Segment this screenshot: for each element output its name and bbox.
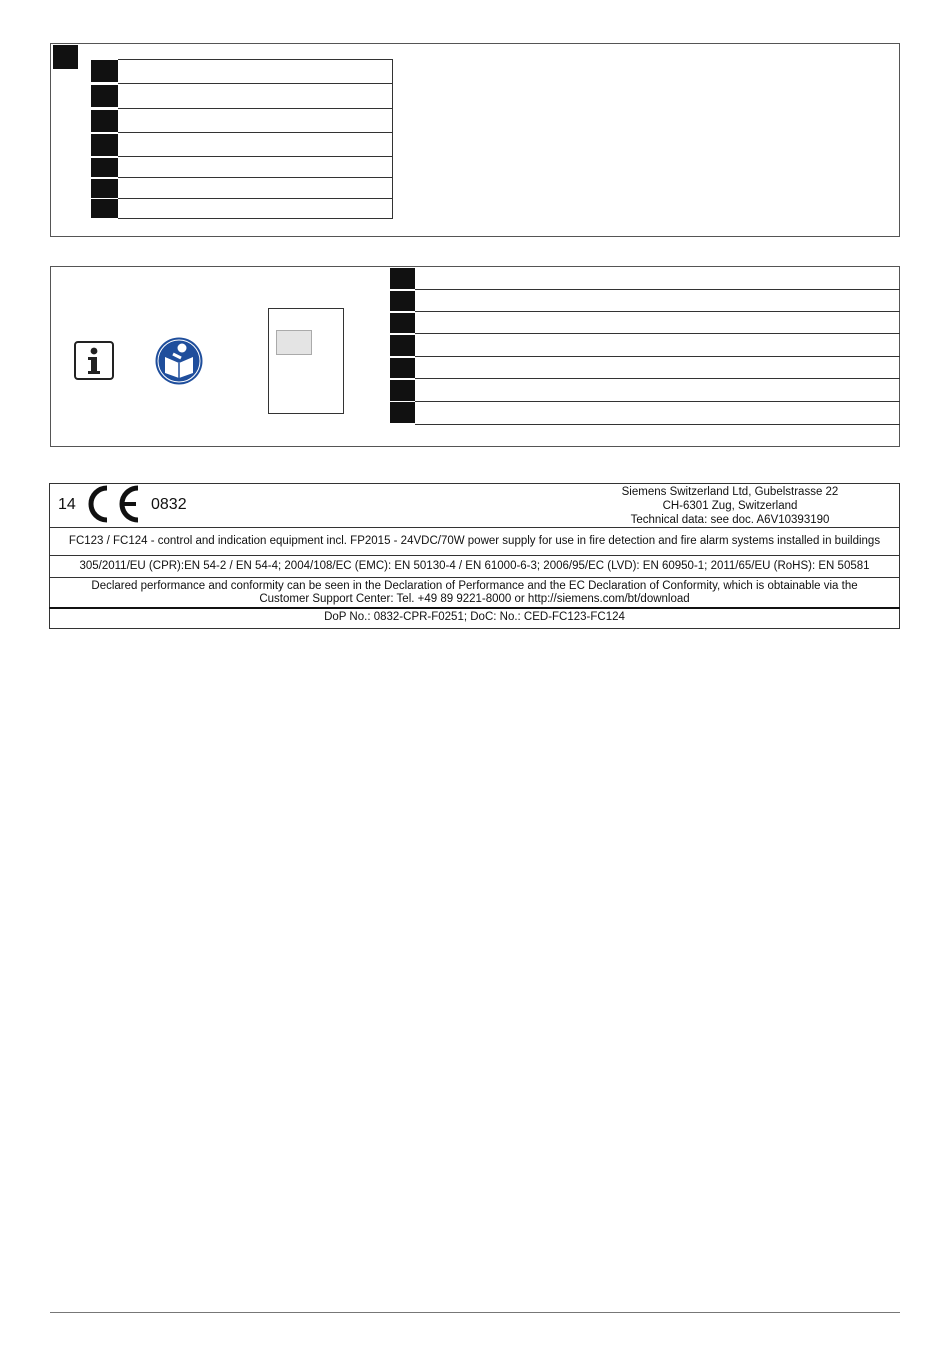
section-1-marker — [53, 45, 78, 69]
table1-row-marker — [91, 134, 118, 156]
declaration-line: Customer Support Center: Tel. +49 89 9221-8000 or http://siemens.com/bt/download — [259, 593, 690, 605]
table2-row-marker — [390, 358, 415, 378]
table2-line — [415, 289, 900, 290]
table1-row-marker — [91, 60, 118, 82]
table2-row-marker — [390, 335, 415, 356]
declaration-line: Declared performance and conformity can be seen in the Declaration of Performance and the EC Declaration of Conformity, which is obtainable via the — [91, 580, 858, 592]
section-1-frame — [50, 43, 900, 237]
document-icon — [268, 308, 344, 414]
footer-rule — [50, 1312, 900, 1313]
table2-row-marker — [390, 313, 415, 333]
ce-divider — [49, 527, 900, 528]
ce-divider — [49, 555, 900, 556]
manufacturer-address — [580, 485, 880, 527]
table2-line — [415, 424, 900, 425]
address-line: Siemens Switzerland Ltd, Gubelstrasse 22 — [621, 486, 839, 498]
table1-row-marker — [91, 199, 118, 218]
table1-row-marker — [91, 85, 118, 107]
table1-row-marker — [91, 179, 118, 198]
dop-number: DoP No.: 0832-CPR-F0251; DoC: No.: CED-FC123-FC124 — [324, 611, 625, 623]
table1-line — [118, 83, 393, 84]
declaration-text — [49, 580, 900, 606]
table1-line — [118, 156, 393, 157]
table1-line — [118, 198, 393, 199]
table2-line — [415, 333, 900, 334]
read-manual-icon — [155, 337, 203, 385]
document-label — [276, 330, 312, 355]
table1-line — [118, 132, 393, 133]
ce-divider — [49, 577, 900, 578]
table2-line — [415, 401, 900, 402]
ce-year-code: 14 — [58, 496, 76, 513]
table2-row-marker — [390, 380, 415, 401]
table2-line — [415, 356, 900, 357]
table1-row-marker — [91, 158, 118, 177]
notified-body-number: 0832 — [151, 496, 187, 513]
info-icon — [74, 341, 114, 380]
table1-line — [118, 59, 393, 60]
table1-edge — [392, 59, 393, 218]
table2-line — [415, 311, 900, 312]
product-description: FC123 / FC124 - control and indication equipment incl. FP2015 - 24VDC/70W power supply for use in fire detection and fire alarm systems installed in buildings — [68, 535, 881, 547]
table1-line — [118, 218, 393, 219]
address-line: CH-6301 Zug, Switzerland — [662, 500, 798, 512]
table2-line — [415, 378, 900, 379]
ce-divider — [49, 607, 900, 609]
table1-row-marker — [91, 110, 118, 132]
table2-row-marker — [390, 268, 415, 289]
table1-line — [118, 108, 393, 109]
table2-row-marker — [390, 291, 415, 311]
standards-list: 305/2011/EU (CPR):EN 54-2 / EN 54-4; 2004/108/EC (EMC): EN 50130-4 / EN 61000-6-3; 2006/95/EC (LVD): EN 60950-1; 2011/65/EU (RoHS): EN 50581 — [79, 560, 870, 572]
table2-row-marker — [390, 402, 415, 423]
address-line: Technical data: see doc. A6V10393190 — [630, 514, 830, 526]
table1-line — [118, 177, 393, 178]
ce-mark-icon — [86, 485, 142, 523]
